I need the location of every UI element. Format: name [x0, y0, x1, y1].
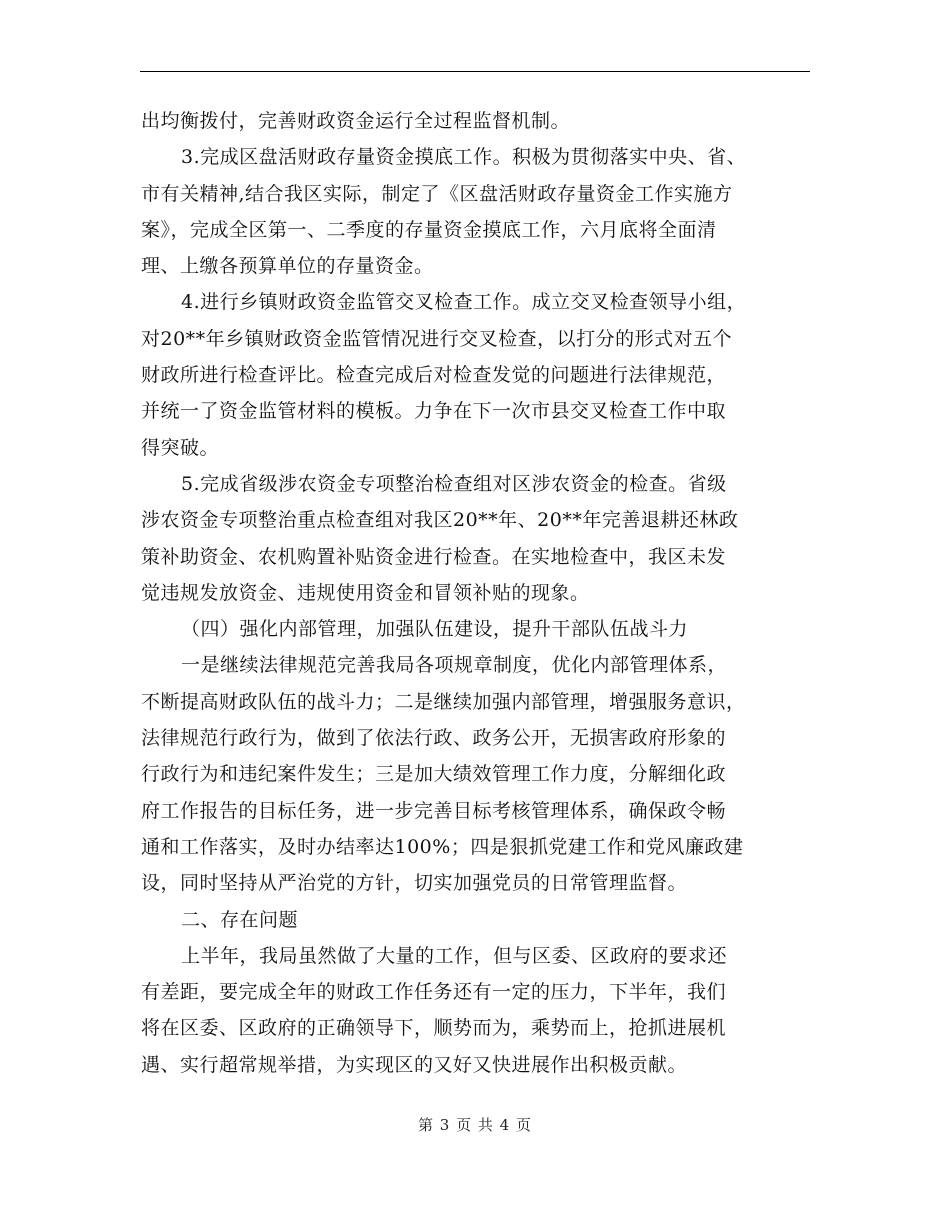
- text-line: 市有关精神,结合我区实际，制定了《区盘活财政存量资金工作实施方: [141, 182, 733, 205]
- text-line: 上半年，我局虽然做了大量的工作，但与区委、区政府的要求还: [181, 944, 728, 967]
- text-line: 案》，完成全区第一、二季度的存量资金摸底工作，六月底将全面清: [141, 218, 717, 241]
- text-line: 设，同时坚持从严治党的方针，切实加强党员的日常管理监督。: [141, 872, 688, 895]
- text-line: 理、上缴各预算单位的存量资金。: [141, 255, 434, 278]
- text-line: 3.完成区盘活财政存量资金摸底工作。积极为贯彻落实中央、省、: [181, 146, 747, 169]
- text-line: 行政行为和违纪案件发生；三是加大绩效管理工作力度，分解细化政: [141, 763, 727, 786]
- section-heading: 二、存在问题: [181, 908, 299, 931]
- text-line: 府工作报告的目标任务，进一步完善目标考核管理体系，确保政令畅: [141, 799, 727, 822]
- text-line: 一是继续法律规范完善我局各项规章制度，优化内部管理体系，: [181, 654, 728, 677]
- header-rule: [140, 71, 810, 72]
- text-line: 并统一了资金监管材料的模板。力争在下一次市县交叉检查工作中取: [141, 400, 727, 423]
- text-line: 4.进行乡镇财政资金监管交叉检查工作。成立交叉检查领导小组，: [181, 291, 747, 314]
- text-line: 出均衡拨付，完善财政资金运行全过程监督机制。: [141, 110, 571, 132]
- text-line: 有差距，要完成全年的财政工作任务还有一定的压力，下半年，我们: [141, 981, 727, 1004]
- text-line: 对20**年乡镇财政资金监管情况进行交叉检查，以打分的形式对五个: [141, 327, 733, 350]
- body-text: [141, 103, 816, 1083]
- text-line: 得突破。: [141, 436, 220, 459]
- section-heading: （四）强化内部管理，加强队伍建设，提升干部队伍战斗力: [181, 618, 689, 641]
- text-line: 将在区委、区政府的正确领导下，顺势而为，乘势而上，抢抓进展机: [141, 1017, 727, 1040]
- text-line: 财政所进行检查评比。检查完成后对检查发觉的问题进行法律规范，: [141, 364, 727, 387]
- text-line: 通和工作落实，及时办结率达100%；四是狠抓党建工作和党风廉政建: [141, 835, 744, 858]
- text-line: 不断提高财政队伍的战斗力；二是继续加强内部管理，增强服务意识，: [141, 690, 746, 713]
- text-line: 觉违规发放资金、违规使用资金和冒领补贴的现象。: [141, 581, 590, 604]
- text-line: 涉农资金专项整治重点检查组对我区20**年、20**年完善退耕还林政: [141, 509, 739, 532]
- page-footer: 第 3 页 共 4 页: [418, 1116, 532, 1134]
- text-line: 策补助资金、农机购置补贴资金进行检查。在实地检查中，我区未发: [141, 545, 727, 568]
- text-line: 遇、实行超常规举措，为实现区的又好又快进展作出积极贡献。: [141, 1053, 688, 1076]
- text-line: 5.完成省级涉农资金专项整治检查组对区涉农资金的检查。省级: [181, 472, 727, 495]
- text-line: 法律规范行政行为，做到了依法行政、政务公开，无损害政府形象的: [141, 727, 727, 750]
